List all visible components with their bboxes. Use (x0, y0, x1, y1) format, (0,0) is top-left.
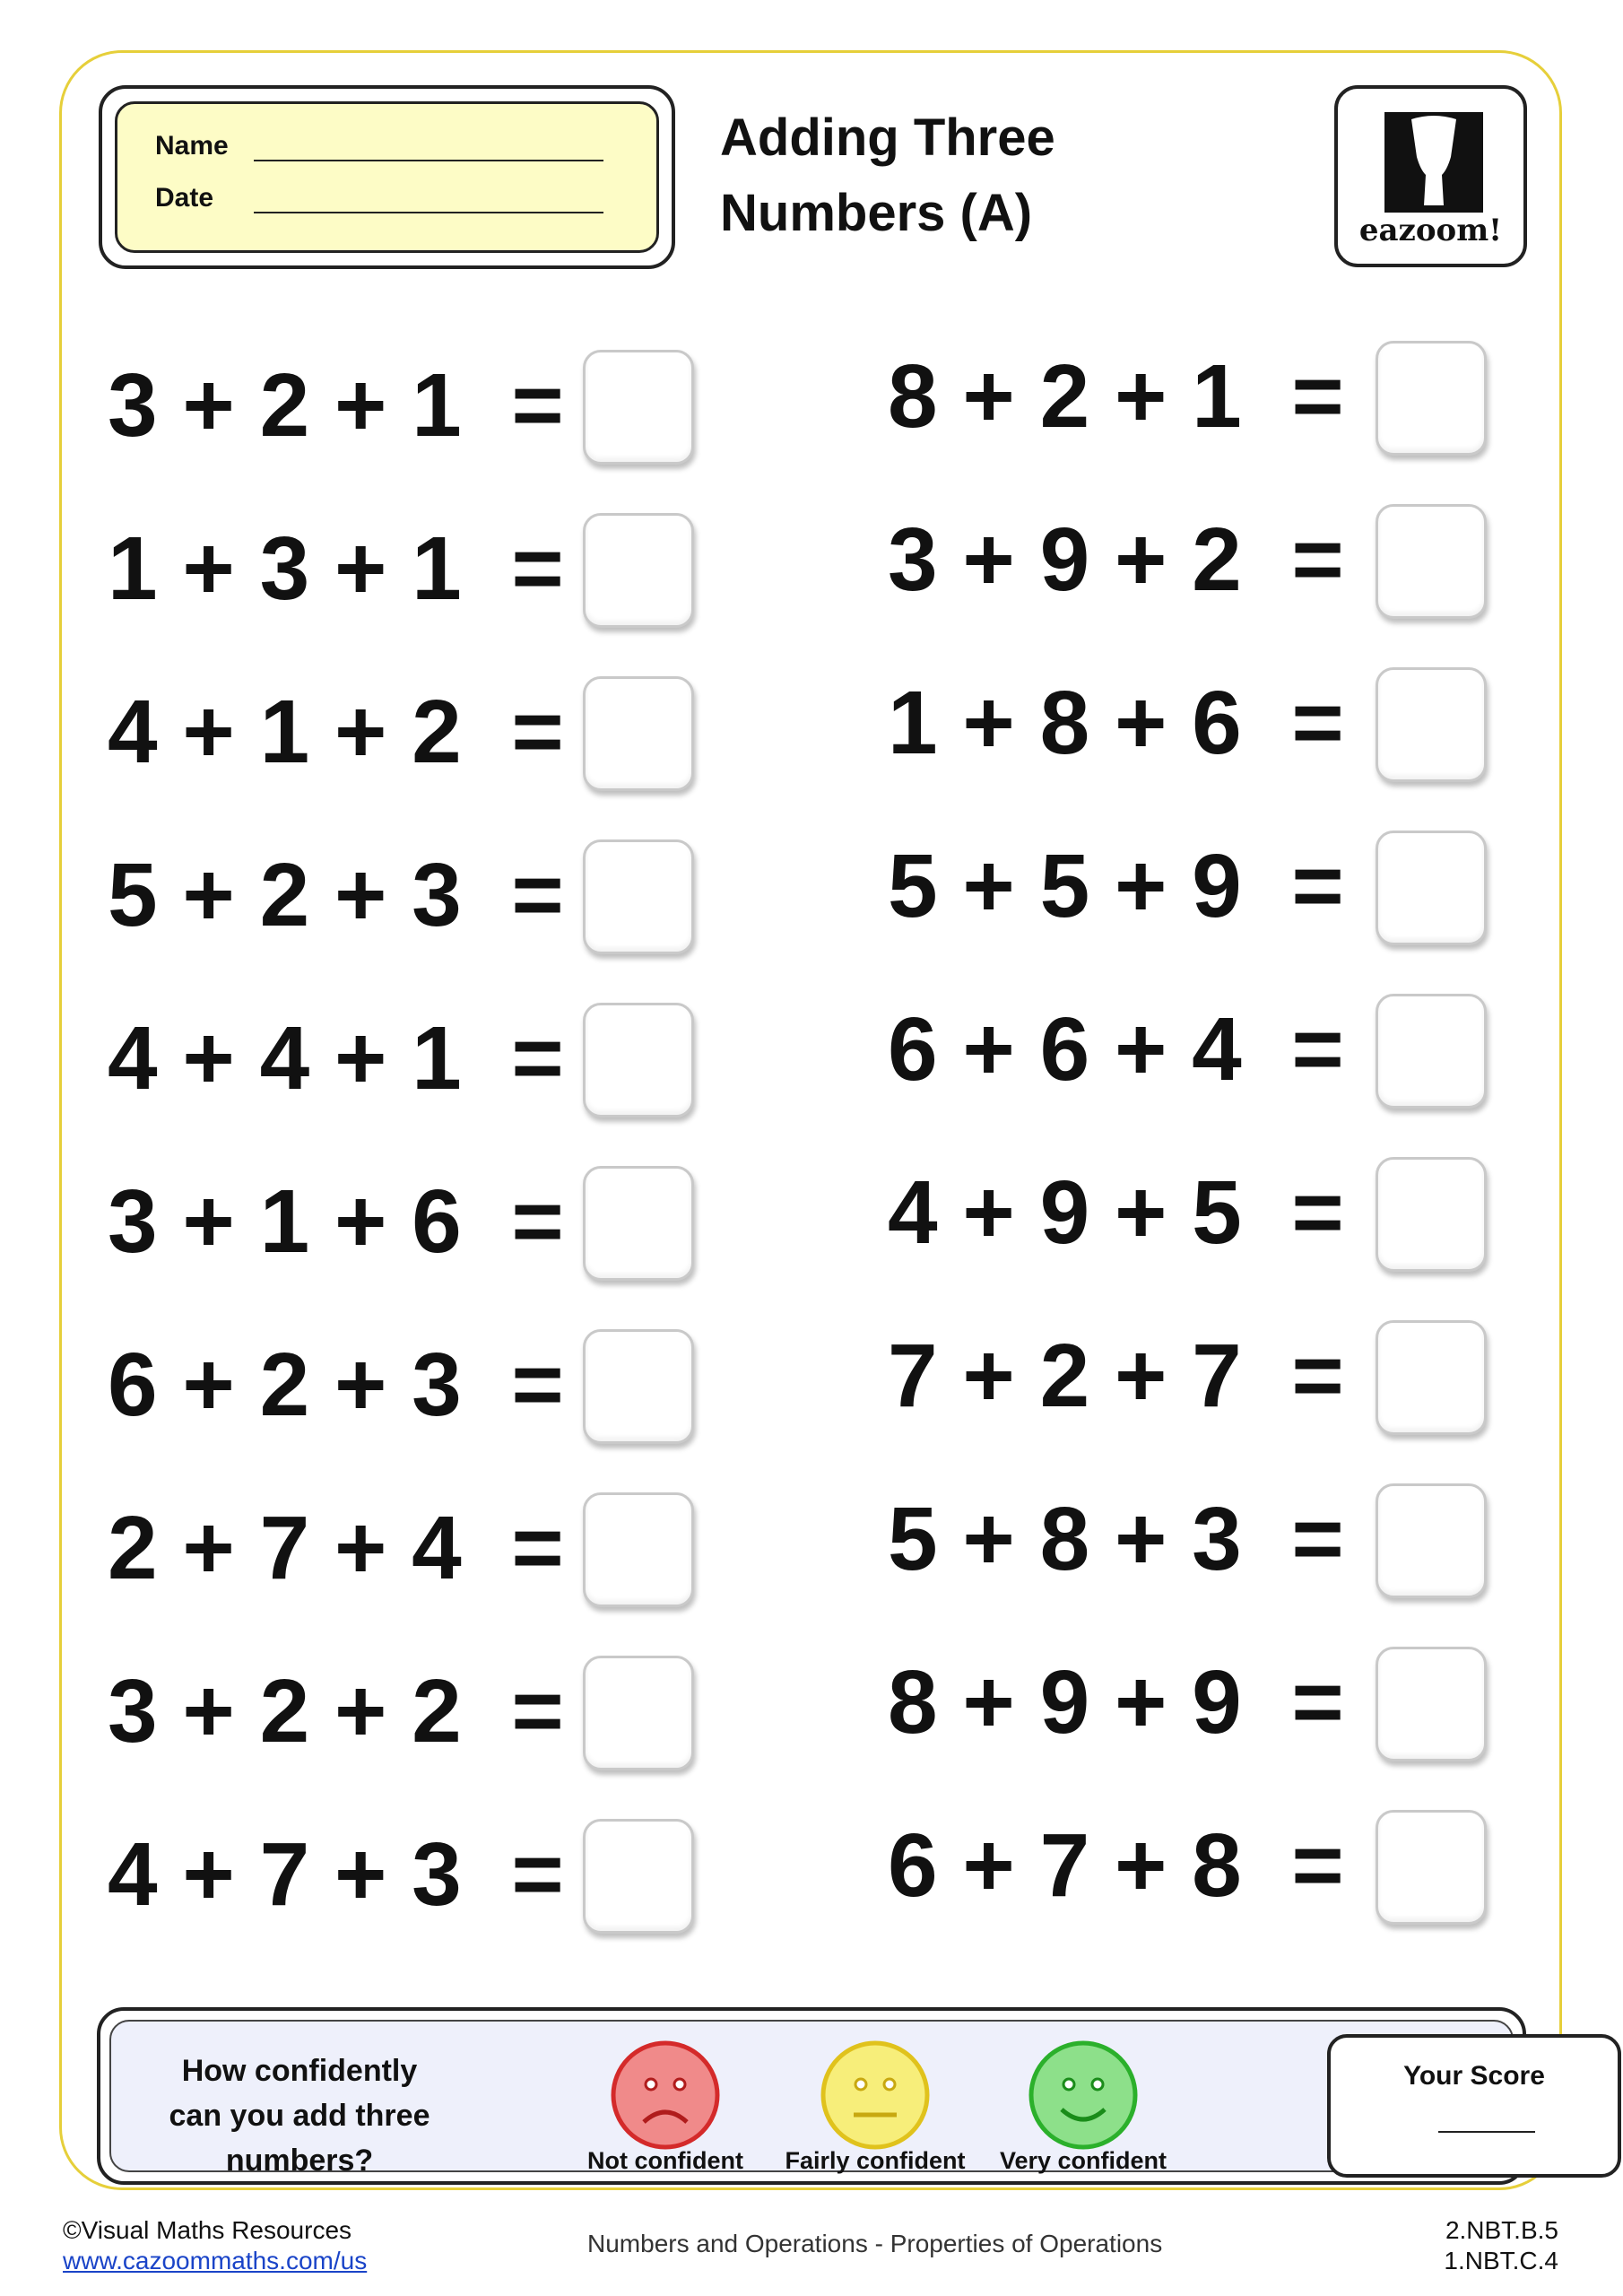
worksheet-title (720, 100, 1168, 251)
topic-text: Numbers and Operations - Properties of Operations (587, 2230, 1163, 2257)
problem-row (108, 515, 564, 622)
answer-box[interactable] (583, 1656, 694, 1770)
problem-row (888, 832, 1344, 940)
name-row[interactable] (155, 131, 254, 167)
sad-face-icon[interactable] (610, 2039, 721, 2151)
problem-expression: 8 + 9 + 9 = (888, 1651, 1344, 1752)
problem-row (888, 1322, 1344, 1430)
problem-row (108, 841, 564, 949)
problem-expression: 4 + 1 + 2 = (108, 681, 564, 782)
answer-box[interactable] (583, 676, 694, 791)
name-label: Name (155, 131, 229, 161)
answer-box[interactable] (1376, 1483, 1487, 1598)
problem-row (108, 678, 564, 786)
title-line-1: Adding Three (720, 109, 1055, 167)
answer-box[interactable] (583, 839, 694, 954)
copyright-text: ©Visual Maths Resources (63, 2216, 352, 2244)
answer-box[interactable] (1376, 1810, 1487, 1925)
problem-expression: 7 + 2 + 7 = (888, 1325, 1344, 1426)
fairly-confident-label: Fairly confident (785, 2147, 966, 2174)
answer-box[interactable] (583, 1003, 694, 1118)
problem-expression: 6 + 7 + 8 = (888, 1814, 1344, 1916)
problem-row (888, 343, 1344, 450)
problem-expression: 1 + 8 + 6 = (888, 672, 1344, 773)
problem-expression: 5 + 8 + 3 = (888, 1488, 1344, 1589)
answer-box[interactable] (583, 1492, 694, 1607)
footer-left (63, 2215, 367, 2276)
problem-expression: 1 + 3 + 1 = (108, 517, 564, 619)
problem-row (108, 1494, 564, 1602)
problem-expression: 6 + 2 + 3 = (108, 1334, 564, 1435)
confidence-question: How confidently can you add three numbers? (169, 2054, 430, 2178)
score-box (1327, 2034, 1621, 2178)
problem-expression: 3 + 9 + 2 = (888, 509, 1344, 610)
problem-row (108, 1821, 564, 1928)
problem-expression: 4 + 9 + 5 = (888, 1161, 1344, 1263)
problem-row (888, 996, 1344, 1103)
answer-box[interactable] (583, 513, 694, 628)
problem-row (888, 1485, 1344, 1593)
name-date-box (99, 85, 675, 269)
problem-expression: 5 + 2 + 3 = (108, 844, 564, 945)
confidence-panel (97, 2007, 1545, 2185)
answer-box[interactable] (1376, 504, 1487, 619)
standard-code-1: 2.NBT.B.5 (1445, 2216, 1558, 2244)
answer-box[interactable] (583, 350, 694, 465)
answer-box[interactable] (1376, 667, 1487, 782)
answer-box[interactable] (1376, 1647, 1487, 1761)
score-line[interactable] (1438, 2131, 1535, 2133)
problem-row (108, 1168, 564, 1275)
cazoom-logo (1334, 85, 1527, 267)
problem-expression: 8 + 2 + 1 = (888, 345, 1344, 447)
problem-row (108, 1657, 564, 1765)
standard-code-2: 1.NBT.C.4 (1444, 2247, 1558, 2274)
problem-expression: 3 + 2 + 1 = (108, 354, 564, 456)
not-confident-label: Not confident (587, 2147, 743, 2174)
problem-row (888, 1648, 1344, 1756)
problem-expression: 4 + 4 + 1 = (108, 1007, 564, 1109)
problem-row (888, 669, 1344, 777)
problem-row (108, 1004, 564, 1112)
problem-expression: 6 + 6 + 4 = (888, 998, 1344, 1100)
footer-standards (1444, 2215, 1558, 2276)
answer-box[interactable] (583, 1819, 694, 1934)
answer-box[interactable] (583, 1329, 694, 1444)
drum-icon (1384, 112, 1483, 213)
title-line-2: Numbers (A) (720, 184, 1033, 242)
answer-box[interactable] (1376, 831, 1487, 945)
problem-row (108, 1331, 564, 1439)
website-link[interactable]: www.cazoommaths.com/us (63, 2247, 368, 2274)
problem-row (888, 506, 1344, 613)
answer-box[interactable] (583, 1166, 694, 1281)
problem-expression: 3 + 2 + 2 = (108, 1660, 564, 1761)
date-line[interactable] (254, 212, 603, 213)
neutral-face-icon[interactable] (820, 2039, 931, 2151)
score-label: Your Score (1403, 2061, 1545, 2091)
very-confident-label: Very confident (999, 2147, 1167, 2174)
problem-expression: 3 + 1 + 6 = (108, 1170, 564, 1272)
problem-expression: 5 + 5 + 9 = (888, 835, 1344, 936)
answer-box[interactable] (1376, 1157, 1487, 1272)
problem-row (108, 352, 564, 459)
problem-expression: 2 + 7 + 4 = (108, 1497, 564, 1598)
name-line[interactable] (254, 160, 603, 161)
answer-box[interactable] (1376, 341, 1487, 456)
answer-box[interactable] (1376, 994, 1487, 1109)
problem-expression: 4 + 7 + 3 = (108, 1823, 564, 1925)
answer-box[interactable] (1376, 1320, 1487, 1435)
logo-text: eazoom! (1358, 213, 1503, 248)
problem-row (888, 1159, 1344, 1266)
date-label: Date (155, 183, 214, 213)
happy-face-icon[interactable] (1028, 2039, 1139, 2151)
problem-row (888, 1812, 1344, 1919)
date-row[interactable] (155, 183, 254, 219)
